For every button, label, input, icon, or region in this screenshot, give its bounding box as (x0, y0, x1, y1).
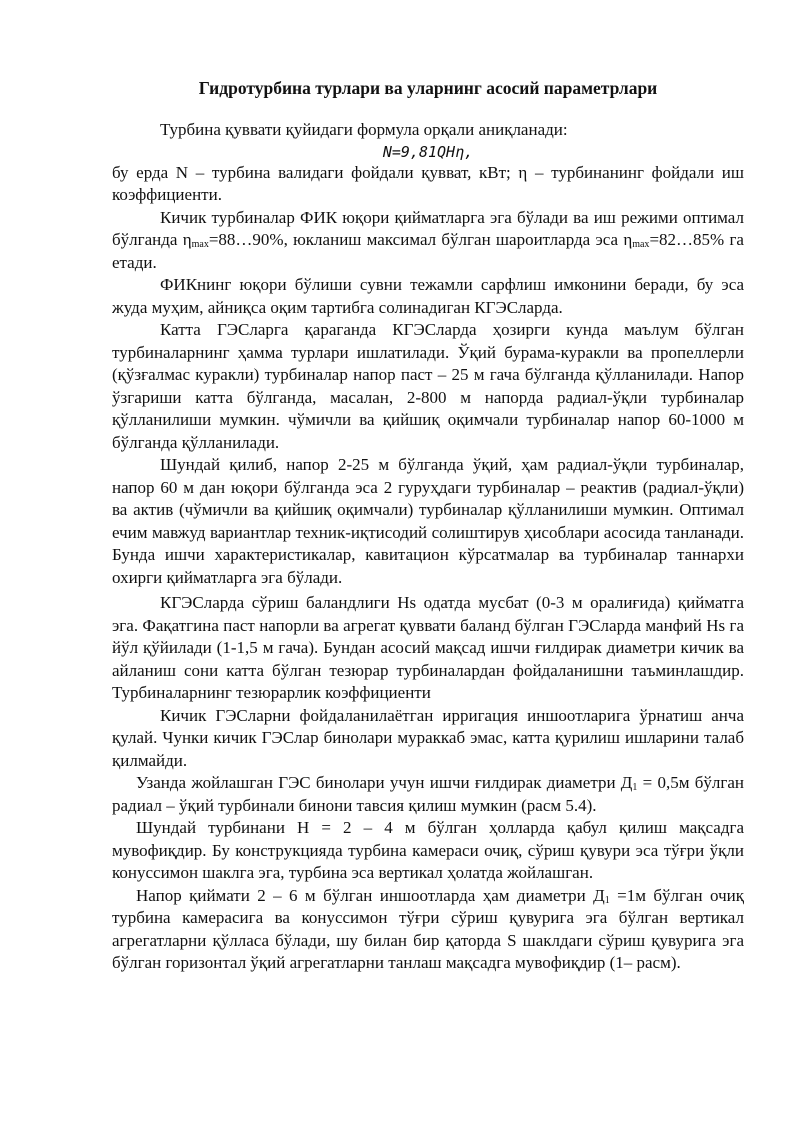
diameter-subscript: 1 (632, 782, 638, 793)
paragraph-water-saving: ФИКнинг юқори бўлиши сувни тежамли сарфлиш имконини беради, бу эса жуда муҳим, айниқса оқим тартибга солинадиган КГЭСларда. (112, 275, 744, 317)
paragraph-definitions: бу ерда N – турбина валидаги фойдали қувват, кВт; η – турбинанинг фойдали иш коэффициенти. (112, 162, 744, 204)
p10-text-b: =1м бўлган очиқ турбина камерасига ва конуссимон тўғри сўриш қувурига эга бўлган вертикал агрегатларни қўлласа бўлади, шу билан бир қаторда S шаклдаги сўриш қувурига эга бўлган горизонтал ўқий агрегатларни танлаш мақсадга мувофиқдир (1– расм). (112, 885, 744, 972)
paragraph-irrigation: Кичик ГЭСларни фойдаланилаётган ирригация иншоотларига ўрнатиш анча қулай. Чунки кичик ГЭСлар бинолари мураккаб эмас, катта қурилиш ишларини талаб қилмайди. (112, 705, 744, 770)
paragraph-head-ranges: Шундай қилиб, напор 2-25 м бўлганда ўқий, ҳам радиал-ўқли турбиналар, напор 60 м дан юқори бўлганда эса 2 гуруҳдаги турбиналар – реактив (радиал-ўқли) ва актив (чўмичли ва қийшиқ оқимчали) турбиналар қўлланилиши мумкин. Оптимал ечим мавжуд вариантлар техник-иқтисодий солиштирув ҳисоблари асосида танланади. Бунда ишчи характеристикалар, кавитацион кўрсатмалар ва турбиналар таннархи охирги қийматларга эга бўлади. (112, 455, 744, 587)
p2-text-c: =82…85% га етади. (112, 230, 744, 272)
p2-text-a: Кичик турбиналар ФИК юқори қийматларга эга бўлади ва иш режими оптимал бўлганда η (112, 207, 744, 249)
paragraph-suction-height: КГЭСларда сўриш баландлиги Hs одатда мусбат (0-3 м оралиғида) қийматга эга. Фақатгина паст напорли ва агрегат қуввати баланд бўлган ГЭСларда манфий Hs га йўл қўйилади (1-1,5 м гача). Бундан асосий мақсад ишчи ғилдирак диаметри кичик ва айланиш сони катта бўлган тезюрар турбиналардан фойдаланишни таъминлашдир. Турбиналарнинг тезюрарлик коэффициенти (112, 593, 744, 702)
p10-text-a: Напор қиймати 2 – 6 м бўлган иншоотларда ҳам диаметри Д (136, 885, 605, 905)
p8-text-b: = 0,5м бўлган радиал – ўқий турбинали бинони тавсия қилиш мумкин (расм 5.4). (112, 773, 744, 815)
paragraph-turbine-design: Шундай турбинани Н = 2 – 4 м бўлган ҳолларда қабул қилиш мақсадга мувофиқдир. Бу конструкцияда турбина камераси очиқ, сўриш қувури эса тўғри ўқли конуссимон шаклга эга, турбина эса вертикал ҳолатда жойлашган. (112, 818, 744, 882)
paragraph-turbine-types: Катта ГЭСларга қараганда КГЭСларда ҳозирги кунда маълум бўлган турбиналарнинг ҳамма турлари ишлатилади. Ўқий бурама-куракли ва пропеллерли (қўзғалмас куракли) турбиналар напор паст – 25 м гача бўлганда қўлланилади. Напор ўзгариши катта бўлганда, масалан, 2-800 м напорда радиал-ўқли турбиналар қўлланилиши мумкин. чўмичли ва қийшиқ оқимчали турбиналар напор 60-1000 м бўлганда қўлланилади. (112, 320, 744, 452)
power-formula: N=9,81QHη, (382, 142, 474, 161)
eta-max-subscript-2: max (632, 239, 650, 250)
paragraph-vertical-horizontal (112, 885, 744, 975)
paragraph-efficiency (112, 207, 744, 275)
page-title: Гидротурбина турлари ва уларнинг асосий параметрлари (198, 78, 658, 98)
p2-text-b: =88…90%, юкланиш максимал бўлган шароитларда эса η (208, 230, 633, 249)
formula-intro: Турбина қуввати қуйидаги формула орқали аниқланади: (160, 120, 568, 139)
document-page (112, 0, 744, 975)
diameter-subscript-2: 1 (604, 894, 610, 906)
paragraph-riverbed-station (112, 772, 744, 817)
eta-max-subscript: max (191, 239, 209, 250)
p8-text-a: Узанда жойлашган ГЭС бинолари учун ишчи ғилдирак диаметри Д (136, 773, 633, 792)
